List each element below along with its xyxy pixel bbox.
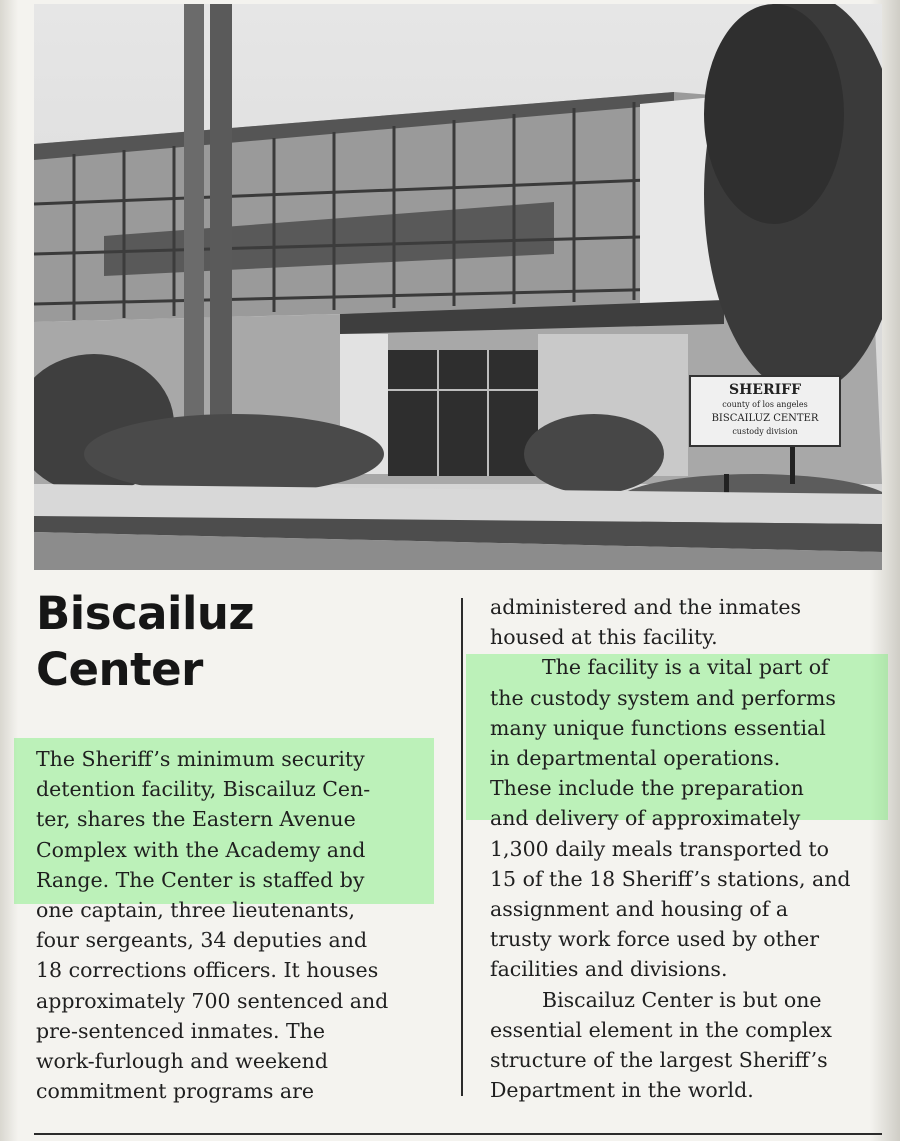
right-line-9: 1,300 daily meals transported to — [490, 836, 829, 861]
left-line-12: commitment programs are — [36, 1079, 315, 1104]
left-line-4: Complex with the Academy and — [36, 837, 366, 862]
left-line-7: four sergeants, 34 deputies and — [36, 928, 368, 953]
right-line-7: These include the preparation — [490, 776, 804, 801]
right-line-14-text: Biscailuz Center is but one — [542, 987, 822, 1012]
title-line-2: Center — [36, 643, 203, 696]
article-title — [36, 586, 436, 698]
right-line-14 — [490, 985, 882, 1015]
sign-line-2: county of los angeles — [722, 400, 808, 409]
right-line-2: housed at this facility. — [490, 625, 718, 650]
right-line-8: and delivery of approximately — [490, 806, 801, 831]
right-line-11: assignment and housing of a — [490, 897, 789, 922]
page-edge-left — [0, 0, 18, 1141]
left-line-3: ter, shares the Eastern Avenue — [36, 807, 356, 832]
left-line-1: The Sheriff’s minimum security — [36, 747, 365, 771]
left-line-8: 18 corrections officers. It houses — [36, 958, 379, 983]
right-line-3-text: The facility is a vital part of — [542, 655, 829, 680]
right-line-13: facilities and divisions. — [490, 957, 728, 982]
left-column — [36, 744, 436, 1106]
right-line-17: Department in the world. — [490, 1078, 754, 1103]
right-line-16: structure of the largest Sheriff’s — [490, 1048, 828, 1073]
left-line-10: pre-sentenced inmates. The — [36, 1018, 326, 1043]
right-line-10: 15 of the 18 Sheriff’s stations, and — [490, 866, 851, 891]
sign-line-4: custody division — [732, 427, 798, 436]
building-photo — [34, 4, 882, 570]
bottom-rule — [34, 1133, 882, 1135]
sign-line-1: SHERIFF — [728, 382, 802, 398]
right-line-1: administered and the inmates — [490, 595, 802, 619]
left-line-6: one captain, three lieutenants, — [36, 898, 356, 923]
column-divider — [461, 598, 463, 1096]
left-line-5: Range. The Center is staffed by — [36, 867, 365, 892]
left-line-11: work-furlough and weekend — [36, 1049, 328, 1074]
right-column — [490, 592, 882, 1105]
right-line-4: the custody system and performs — [490, 685, 836, 710]
right-line-15: essential element in the complex — [490, 1017, 832, 1042]
right-line-5: many unique functions essential — [490, 715, 826, 740]
right-line-6: in departmental operations. — [490, 746, 781, 771]
title-line-1: Biscailuz — [36, 587, 255, 640]
right-line-12: trusty work force used by other — [490, 927, 820, 952]
sign-line-3: BISCAILUZ CENTER — [711, 413, 819, 424]
left-line-9: approximately 700 sentenced and — [36, 988, 389, 1013]
left-line-2: detention facility, Biscailuz Cen- — [36, 777, 371, 802]
right-line-3 — [490, 652, 882, 682]
